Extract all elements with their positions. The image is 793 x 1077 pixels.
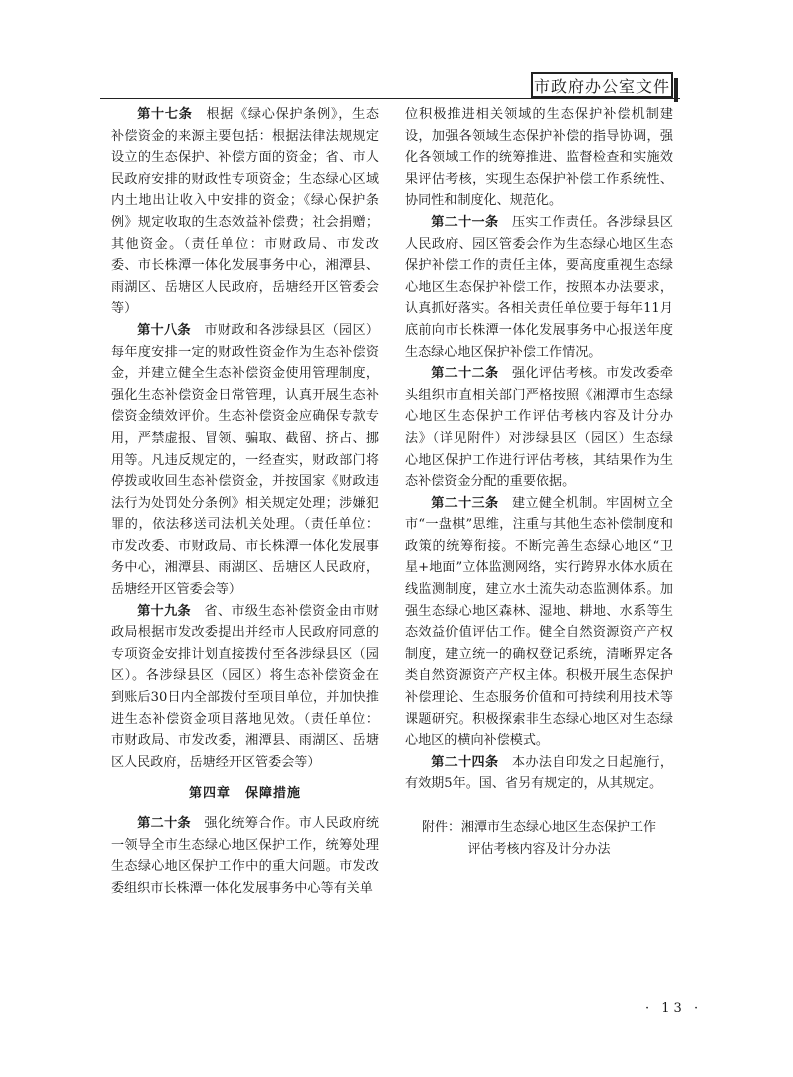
article-title: 第二十条 <box>137 816 192 831</box>
article-text: 建立健全机制。牢固树立全市“一盘棋”思维，注重与其他生态补偿制度和政策的统筹衔接。不断完善生态绿心地区“卫星+地面”立体监测网络，实行跨界水体水质在线监测制度，建立水土流失动态监测体系。加强生态绿心地区森林、湿地、耕地、水系等生态效益价值评估工作。健全自然资源资产产权制度，建立统一的确权登记系统，清晰界定各类自然资源资产产权主体。积极开展生态保护补偿理论、生态服务价值和可持续利用技术等课题研究。积极探索非生态绿心地区对生态绿心地区的横向补偿模式。 <box>405 495 674 749</box>
article-title: 第二十三条 <box>431 495 499 511</box>
article-paragraph <box>111 320 379 601</box>
article-paragraph <box>111 104 379 320</box>
header-rule <box>100 98 680 99</box>
paragraph-continuation: 位积极推进相关领域的生态保护补偿机制建设，加强各领域生态保护补偿的指导协调，强化各领域工作的统筹推进、监督检查和实施效果评估考核，实现生态保护补偿工作系统性、协同性和制度化、规范化。 <box>405 107 673 209</box>
article-text: 市财政和各涉绿县区（园区）每年度安排一定的财政性资金作为生态补偿资金，并建立健全生态补偿资金使用管理制度，强化生态补偿资金日常管理，认真开展生态补偿资金绩效评价。生态补偿资金应确保专款专用，严禁虚报、冒领、骗取、截留、挤占、挪用等。凡违反规定的，一经查实，财政部门将停拨或收回生态补偿资金，并按国家《财政违法行为处罚处分条例》相关规定处理；涉嫌犯罪的，依法移送司法机关处理。（责任单位：市发改委、市财政局、市长株潭一体化发展事务中心，湘潭县、雨湖区、岳塘区人民政府，岳塘经开区管委会等） <box>111 322 380 598</box>
article-text: 强化评估考核。市发改委牵头组织市直相关部门严格按照《湘潭市生态绿心地区生态保护工作评估考核内容及计分办法》（详见附件）对涉绿县区（园区）生态绿心地区保护工作进行评估考核，其结果作为生态补偿资金分配的重要依据。 <box>405 366 674 490</box>
article-paragraph <box>111 813 379 899</box>
page-number: · 13 · <box>645 1001 703 1016</box>
article-title: 第十九条 <box>137 603 192 619</box>
article-paragraph <box>111 601 379 774</box>
attachment-note <box>405 817 673 861</box>
chapter-heading: 第四章 保障措施 <box>188 786 301 802</box>
article-title: 第十七条 <box>137 107 193 122</box>
article-text: 本办法自印发之日起施行，有效期5年。国、省另有规定的，从其规定。 <box>405 754 674 792</box>
left-column <box>111 104 379 899</box>
attachment-line-1: 附件：湘潭市生态绿心地区生态保护工作 <box>421 820 656 835</box>
article-text: 省、市级生态补偿资金由市财政局根据市发改委提出并经市人民政府同意的专项资金安排计划直接拨付至各涉绿县区（园区）。各涉绿县区（园区）将生态补偿资金在到账后30日内全部拨付至项目单位，并加快推进生态补偿资金项目落地见效。（责任单位：市财政局、市发改委，湘潭县、雨湖区、岳塘区人民政府，岳塘经开区管委会等） <box>111 603 380 770</box>
article-title: 第十八条 <box>137 322 192 338</box>
article-text: 压实工作责任。各涉绿县区人民政府、园区管委会作为生态绿心地区生态保护补偿工作的责任主体，要高度重视生态绿心地区生态保护补偿工作，按照本办法要求，认真抓好落实。各相关责任单位要于每年11月底前向市长株潭一体化发展事务中心报送年度生态绿心地区保护补偿工作情况。 <box>405 214 674 360</box>
attachment-line-2: 评估考核内容及计分办法 <box>467 842 611 857</box>
article-paragraph <box>405 212 673 363</box>
article-paragraph <box>405 363 673 493</box>
article-text: 根据《绿心保护条例》，生态补偿资金的来源主要包括：根据法律法规规定设立的生态保护、补偿方面的资金；省、市人民政府安排的财政性专项资金；生态绿心区域内土地出让收入中安排的资金；《绿心保护条例》规定收取的生态效益补偿费；社会捐赠；其他资金。（责任单位：市财政局、市发改委、市长株潭一体化发展事务中心，湘潭县、雨湖区、岳塘区人民政府，岳塘经开区管委会等） <box>111 107 380 317</box>
article-title: 第二十四条 <box>431 754 499 770</box>
right-column <box>405 104 673 861</box>
article-title: 第二十一条 <box>431 214 499 230</box>
section-badge: 市政府办公室文件 <box>531 72 673 98</box>
article-text: 强化统筹合作。市人民政府统一领导全市生态绿心地区保护工作，统筹处理生态绿心地区保护工作中的重大问题。市发改委组织市长株潭一体化发展事务中心等有关单 <box>111 816 380 896</box>
article-title: 第二十二条 <box>431 366 499 382</box>
article-paragraph <box>405 493 673 752</box>
article-paragraph <box>405 752 673 795</box>
